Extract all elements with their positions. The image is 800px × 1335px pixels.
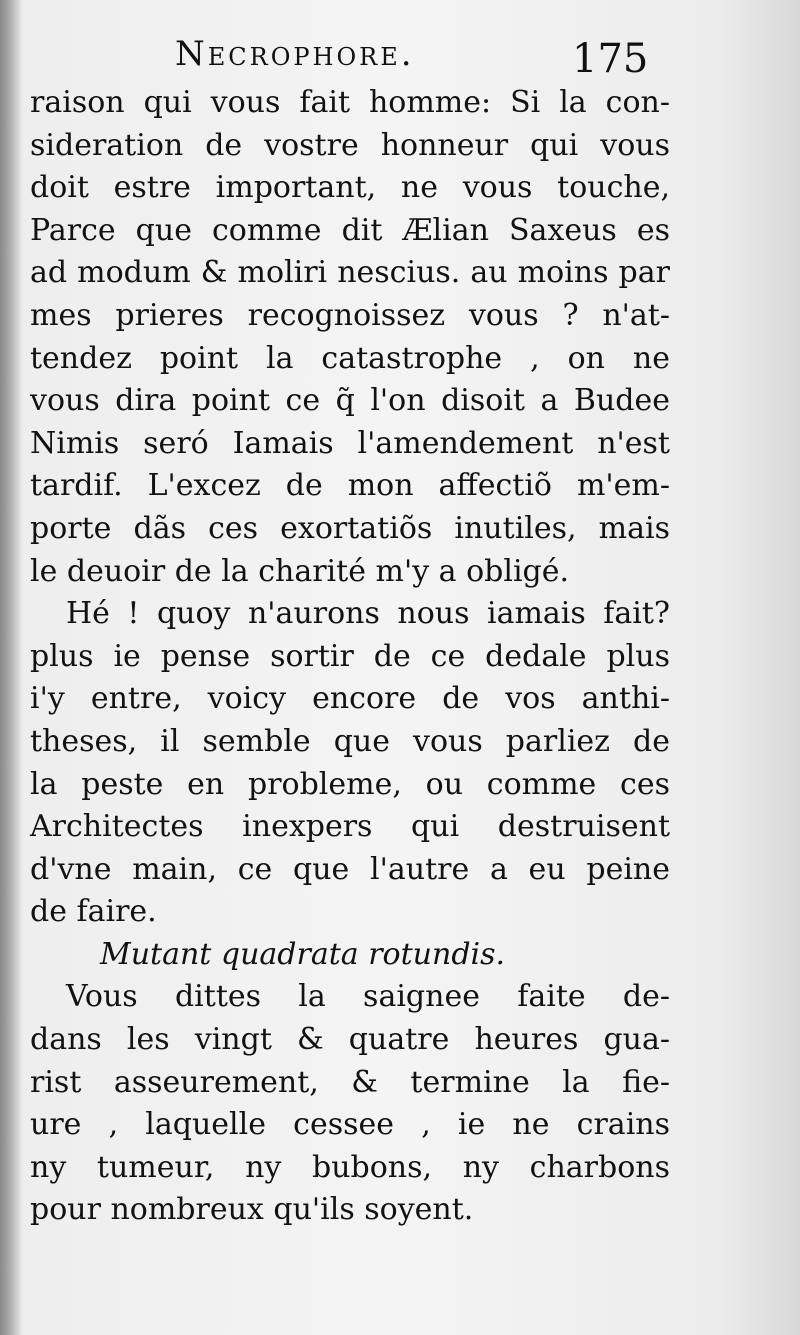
text-line: doit estre important, ne vous touche, <box>30 170 670 206</box>
text-line: pour nombreux qu'ils soyent. <box>30 1192 474 1228</box>
text-line: ad modum & moliri nescius. au moins par <box>30 255 670 291</box>
text-line: d'vne main, ce que l'autre a eu peine <box>30 851 670 887</box>
latin-quotation: Mutant quadrata rotundis. <box>100 936 506 972</box>
text-line: ure , laquelle cessee , ie ne crains <box>30 1107 670 1143</box>
text-line: ny tumeur, ny bubons, ny charbons <box>30 1149 670 1185</box>
text-line: mes prieres recognoissez vous ? n'at- <box>30 297 670 333</box>
text-line: vous dira point ce q̃ l'on disoit a Budee <box>30 383 670 419</box>
text-line: de faire. <box>30 894 157 930</box>
text-line: Nimis seró Iamais l'amendement n'est <box>30 425 670 461</box>
text-line: tendez point la catastrophe , on ne <box>30 340 670 376</box>
text-line: sideration de vostre honneur qui vous <box>30 127 670 163</box>
page-number: 175 <box>572 36 649 82</box>
text-line: Parce que comme dit Ælian Saxeus es <box>30 212 670 248</box>
paragraph-first-line: Vous dittes la saignee faite de- <box>66 979 670 1015</box>
text-line: la peste en probleme, ou comme ces <box>30 766 670 802</box>
running-title: Necrophore. <box>175 34 415 74</box>
text-line: raison qui vous fait homme: Si la con- <box>30 85 670 120</box>
text-line: le deuoir de la charité m'y a obligé. <box>30 553 570 589</box>
text-line: theses, il semble que vous parliez de <box>30 723 670 759</box>
text-line: Architectes inexpers qui destruisent <box>30 809 670 845</box>
gutter-shadow <box>0 0 22 1335</box>
text-line: porte dãs ces exortatiõs inutiles, mais <box>30 510 670 546</box>
text-line: plus ie pense sortir de ce dedale plus <box>30 638 670 674</box>
text-line: tardif. L'excez de mon affectiõ m'em- <box>30 468 670 504</box>
paragraph-first-line: Hé ! quoy n'aurons nous iamais fait? <box>66 596 670 632</box>
text-line: dans les vingt & quatre heures gua- <box>30 1022 670 1058</box>
text-line: i'y entre, voicy encore de vos anthi- <box>30 681 670 717</box>
text-line: rist asseurement, & termine la fie- <box>30 1064 670 1100</box>
body-text <box>30 82 670 1232</box>
running-head <box>0 28 800 88</box>
